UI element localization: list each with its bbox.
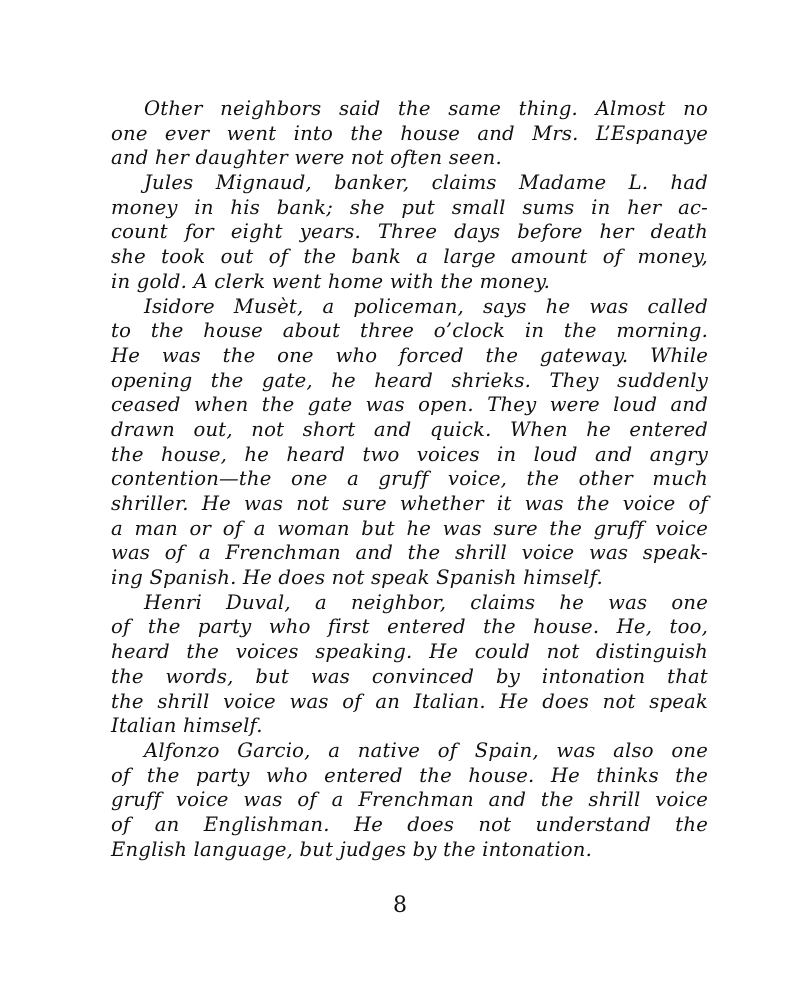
text-line: ceased when the gate was open. They were loud and [111, 393, 708, 417]
text-line: count for eight years. Three days before her death [111, 220, 708, 244]
text-line: drawn out, not short and quick. When he entered [111, 417, 708, 441]
text-line: opening the gate, he heard shrieks. They suddenly [111, 368, 708, 392]
text-line: she took out of the bank a large amount of money, [111, 245, 708, 269]
text-line: Alfonzo Garcio, a native of Spain, was also one [144, 738, 708, 762]
text-line: money in his bank; she put small sums in her ac- [111, 195, 708, 219]
paragraph-duval [111, 591, 708, 739]
text-line: one ever went into the house and Mrs. L’Espanaye [111, 121, 708, 145]
text-line: the house, he heard two voices in loud and angry [111, 442, 708, 466]
text-line: Jules Mignaud, banker, claims Madame L. had [144, 171, 708, 195]
text-line: Isidore Musèt, a policeman, says he was called [144, 294, 708, 318]
text-line: the shrill voice was of an Italian. He does not speak [111, 689, 708, 713]
text-line: in gold. A clerk went home with the money. [111, 269, 551, 293]
text-line: the words, but was convinced by intonation that [111, 664, 708, 688]
paragraph-mignaud [111, 171, 708, 294]
text-line: contention—the one a gruff voice, the other much [111, 467, 708, 491]
text-line: to the house about three o’clock in the morning. [111, 319, 708, 343]
text-line: was of a Frenchman and the shrill voice was speak- [111, 541, 708, 565]
text-line: and her daughter were not often seen. [111, 146, 502, 170]
text-line: shriller. He was not sure whether it was the voice of [111, 492, 708, 515]
paragraph-neighbors [111, 97, 708, 171]
paragraph-muset [111, 295, 708, 591]
page-body [111, 97, 708, 862]
text-line: ing Spanish. He does not speak Spanish himself. [111, 566, 603, 590]
text-line: gruff voice was of a Frenchman and the shrill voice [111, 788, 708, 812]
page-number: 8 [393, 893, 407, 918]
text-line: of an Englishman. He does not understand the [111, 812, 708, 836]
text-line: English language, but judges by the intonation. [111, 837, 593, 861]
text-line: a man or of a woman but he was sure the gruff voice [111, 516, 708, 540]
text-line: heard the voices speaking. He could not distinguish [111, 640, 708, 664]
text-line: of the party who entered the house. He thinks the [111, 763, 708, 787]
text-line: of the party who first entered the house. He, too, [111, 615, 708, 639]
text-line: Henri Duval, a neighbor, claims he was one [144, 590, 708, 614]
text-line: Italian himself. [111, 714, 263, 738]
text-line: He was the one who forced the gateway. While [111, 343, 708, 367]
text-line: Other neighbors said the same thing. Almost no [144, 97, 708, 120]
paragraph-garcio [111, 739, 708, 862]
